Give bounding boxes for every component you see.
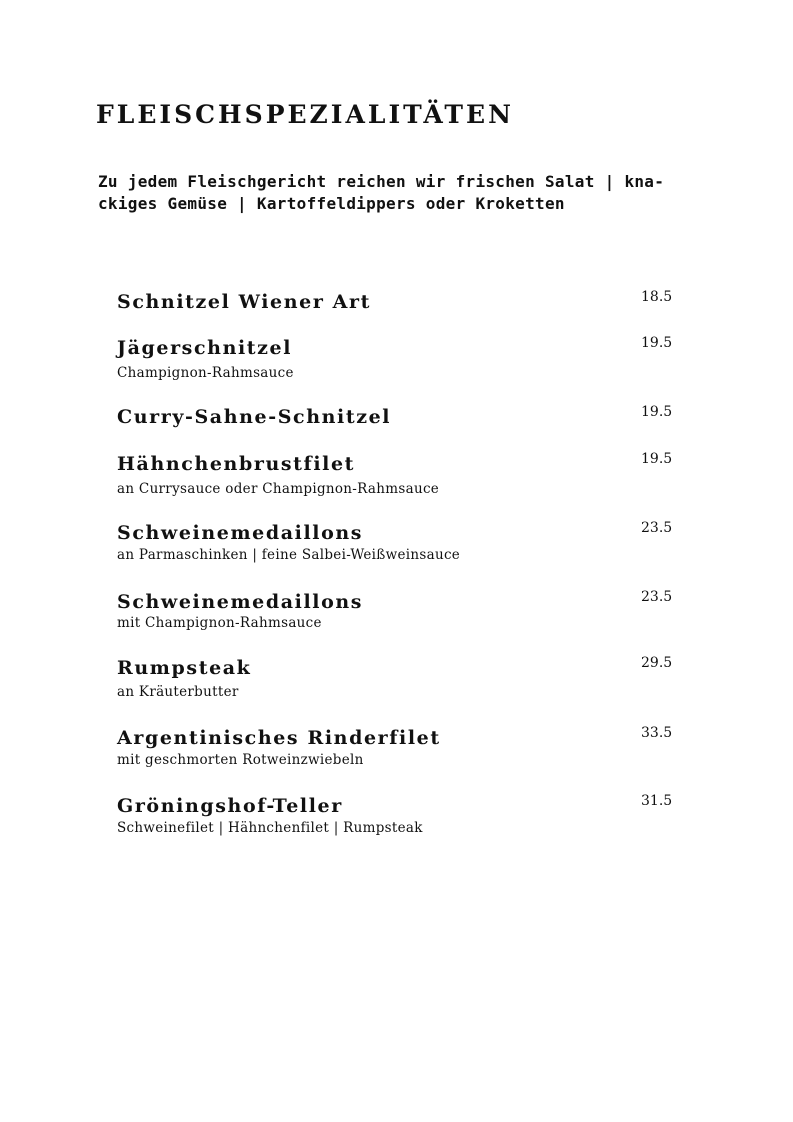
menu-item	[117, 290, 677, 314]
intro-line: ckiges Gemüse | Kartoffeldippers oder Kroketten	[98, 194, 565, 213]
dish-name: Schweinemedaillons	[117, 591, 364, 613]
page-title: FLEISCHSPEZIALITÄTEN	[96, 100, 514, 129]
dish-description: an Kräuterbutter	[117, 684, 239, 700]
dish-price: 23.5	[641, 589, 673, 605]
dish-name: Schweinemedaillons	[117, 522, 364, 544]
dish-name: Gröningshof-Teller	[117, 795, 343, 817]
menu-item	[117, 656, 677, 701]
dish-price: 19.5	[641, 451, 673, 467]
intro-text	[98, 171, 664, 215]
intro-line: Zu jedem Fleischgericht reichen wir frischen Salat | kna-	[98, 172, 665, 191]
dish-price: 31.5	[641, 793, 673, 809]
dish-description: an Currysauce oder Champignon-Rahmsauce	[117, 481, 440, 497]
dish-description: Schweinefilet | Hähnchenfilet | Rumpsteak	[117, 820, 423, 836]
menu-item	[117, 405, 677, 429]
dish-price: 19.5	[641, 404, 673, 420]
dish-description: mit geschmorten Rotweinzwiebeln	[117, 752, 364, 768]
menu-item	[117, 590, 677, 632]
menu-item	[117, 794, 677, 837]
menu-item	[117, 336, 677, 382]
dish-name: Curry-Sahne-Schnitzel	[117, 406, 392, 428]
dish-name: Argentinisches Rinderfilet	[117, 727, 441, 749]
dish-name: Hähnchenbrustfilet	[117, 453, 356, 475]
dish-price: 23.5	[641, 520, 673, 536]
dish-name: Schnitzel Wiener Art	[117, 291, 371, 313]
dish-name: Jägerschnitzel	[117, 337, 293, 359]
dish-description: Champignon-Rahmsauce	[117, 365, 294, 381]
menu-item	[117, 452, 677, 498]
dish-price: 33.5	[641, 725, 673, 741]
dish-price: 29.5	[641, 655, 673, 671]
menu-item	[117, 726, 677, 769]
dish-price: 19.5	[641, 335, 673, 351]
dish-name: Rumpsteak	[117, 657, 252, 679]
dish-description: an Parmaschinken | feine Salbei-Weißweinsauce	[117, 547, 461, 563]
dish-description: mit Champignon-Rahmsauce	[117, 615, 322, 631]
dish-price: 18.5	[641, 289, 673, 305]
menu-item	[117, 521, 677, 564]
